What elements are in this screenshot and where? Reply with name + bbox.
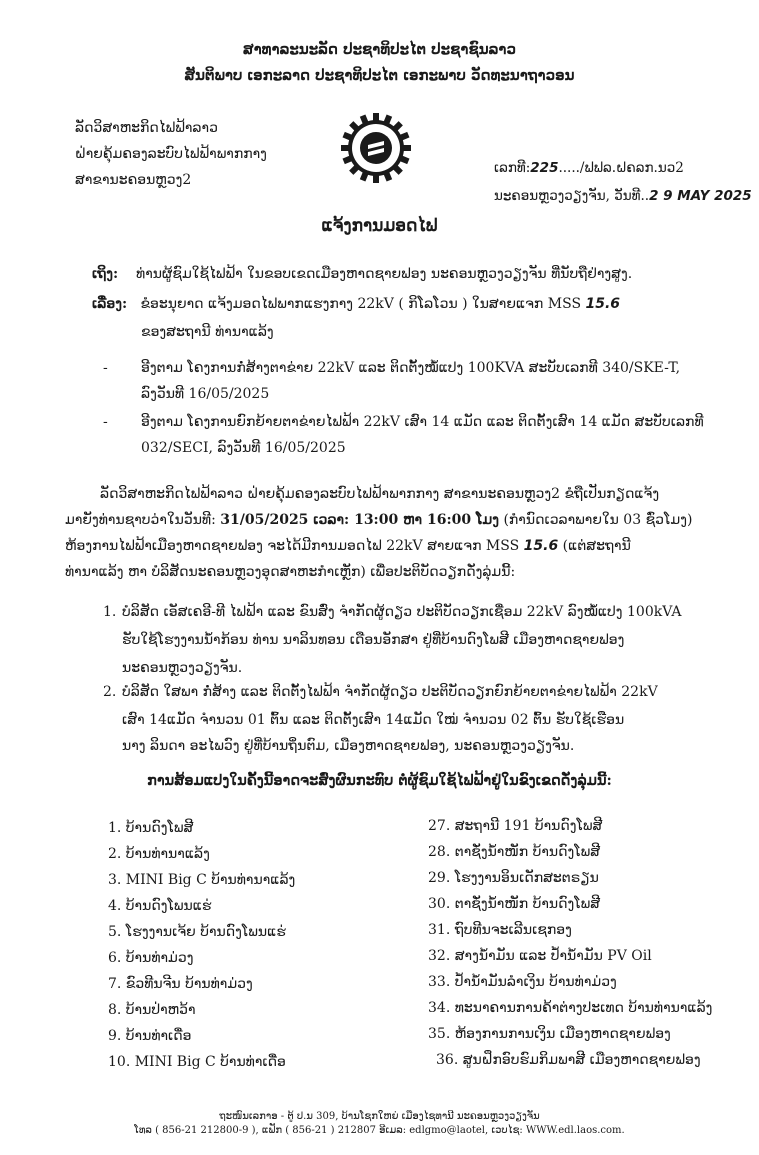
- reference-number: [494, 160, 684, 176]
- org-name: ລັດວິສາຫະກິດໄຟຟ້າລາວ: [75, 120, 218, 136]
- to-text: ທ່ານຜູ້ຊົມໃຊ້ໄຟຟ້າ ໃນຂອບເຂດເມືອງຫາດຊາຍຟອງ ນະຄອນຫຼວງວຽງຈັນ ທີ່ນັບຖືຢ່າງສູງ.: [136, 266, 633, 282]
- org-branch: ສາຂານະຄອນຫຼວງ2: [75, 172, 192, 188]
- area-list-item: 33. ປໍ້ານໍ້າມັນລໍາເງິນ ບ້ານທ່າມ່ວງ: [428, 974, 617, 990]
- work-2-line2: ເສົາ 14ແມັດ ຈໍານວນ 01 ຕົ້ນ ແລະ ຕິດຕັ້ງເສົາ 14ແມັດ ໃໝ່ ຈໍານວນ 02 ຕົ້ນ ຮັບໃຊ້ເຮືອນ: [122, 712, 625, 728]
- area-list-item: 35. ຫ້ອງການການເງິນ ເມືອງຫາດຊາຍຟອງ: [428, 1026, 671, 1042]
- area-list-item: 8. ບ້ານປ່າຫວ້າ: [108, 1002, 196, 1018]
- area-list-item: 32. ສາງນໍ້າມັນ ແລະ ປໍ້ານໍ້າມັນ PV Oil: [428, 948, 652, 964]
- header-line-1: ສາທາລະນະລັດ ປະຊາທິປະໄຕ ປະຊາຊົນລາວ: [243, 40, 516, 58]
- body-outage-time: 31/05/2025 ເວລາ: 13:00 ຫາ 16:00 ໂມງ: [220, 512, 499, 528]
- footer-line-1: ຖະໜົນເລກາອ - ຕູ້ ປ.ນ 309, ບ້ານໂຊກໃຫຍ່ ເມືອງໄຊທານີ ນະຄອນຫຼວງວຽງຈັນ: [219, 1111, 540, 1122]
- ref-bullet-2-dash: -: [103, 414, 108, 430]
- header-line-2: ສັນຕິພາບ ເອກະລາດ ປະຊາທິປະໄຕ ເອກະພາບ ວັດທະນາຖາວອນ: [184, 66, 575, 84]
- area-list-item: 29. ໂຮງງານອິນເດັກສະຕຣຽນ: [428, 870, 599, 886]
- body-duration: (ກໍານົດເວລາພາຍໃນ 03 ຊົ່ວໂມງ): [499, 512, 693, 528]
- edl-logo-icon: [340, 112, 412, 184]
- ref-bullet-1-line2: ລົງວັນທີ 16/05/2025: [141, 386, 270, 402]
- body-date-intro: ມາຍັງທ່ານຊາບວ່າໃນວັນທີ:: [65, 512, 221, 528]
- area-list-item: 1. ບ້ານດົງໂພສີ: [108, 820, 194, 836]
- body-line-2: [65, 508, 692, 533]
- subject-text: ຂໍອະນຸຍາດ ແຈ້ງມອດໄຟພາກແຮງກາງ 22kV ( ກິໂລໂວນ ) ໃນສາຍແຈກ MSS: [140, 296, 582, 312]
- body-line-3: [65, 534, 631, 559]
- work-1-line2: ຮັບໃຊ້ໂຮງງານນໍ້າກ້ອນ ທ່ານ ນາລິນທອນ ເດືອນອັກສາ ຢູ່ທີ່ບ້ານດົງໂພສີ ເມືອງຫາດຊາຍຟອງ: [122, 632, 625, 648]
- area-list-item: 27. ສະຖານີ 191 ບ້ານດົງໂພສີ: [428, 818, 603, 834]
- area-list-item: 5. ໂຮງງານເຈ້ຍ ບ້ານດົງໂພນແຮ່: [108, 924, 286, 940]
- area-list-item: 7. ຂົວທີນຈີນ ບ້ານທ່າມ່ວງ: [108, 976, 253, 992]
- area-list-item: 9. ບ້ານທ່າເດື່ອ: [108, 1028, 192, 1044]
- subject-line: [92, 292, 620, 317]
- to-line: [92, 262, 632, 287]
- ref-prefix: ເລກທີ:: [494, 160, 531, 176]
- org-division: ຝ່າຍຄຸ້ມຄອງລະບົບໄຟຟ້າພາກກາງ: [75, 146, 267, 162]
- area-list-item: 30. ຕາຊັ່ງນໍ້າໜັກ ບ້ານດົງໂພສີ: [428, 896, 601, 912]
- ref-suffix: ...../ຟຟລ.ຝຄລກ.ນວ2: [558, 160, 684, 176]
- body-from-station: (ແຕ່ສະຖານີ: [558, 538, 631, 554]
- area-list-item: 36. ສູນຝຶກອົບຮົມກິມພາສີ ເມືອງຫາດຊາຍຟອງ: [436, 1052, 701, 1068]
- notice-title: ແຈ້ງການມອດໄຟ: [321, 216, 438, 236]
- body-mss-number: 15.6: [523, 538, 559, 554]
- subject-mss-number: 15.6: [585, 296, 621, 312]
- place-label: ນະຄອນຫຼວງວຽງຈັນ, ວັນທີ..: [494, 188, 650, 204]
- work-2-number: 2.: [103, 684, 117, 700]
- ref-bullet-1-line1: ອີງຕາມ ໂຄງການກໍ່ສ້າງຕາຂ່າຍ 22kV ແລະ ຕິດຕັ້ງໝໍ້ແປງ 100KVA ສະບັບເລກທີ 340/SKE-T,: [141, 360, 681, 376]
- area-list-item: 31. ຖົບທີນຈະເລີນເຊກອງ: [428, 922, 572, 938]
- date-stamp: 2 9 MAY 2025: [649, 188, 752, 204]
- area-list-item: 10. MINI Big C ບ້ານທ່າເດື່ອ: [108, 1054, 286, 1070]
- area-list-item: 3. MINI Big C ບ້ານທ່ານາແລ້ງ: [108, 872, 296, 888]
- body-outage-feeder: ຫ້ອງການໄຟຟ້າເມືອງຫາດຊາຍຟອງ ຈະໄດ້ມີການມອດໄຟ 22kV ສາຍແຈກ MSS: [65, 538, 520, 554]
- subject-line-2: ຂອງສະຖານີ ທ່ານາແລ້ງ: [141, 324, 274, 340]
- body-line-1: ລັດວິສາຫະກິດໄຟຟ້າລາວ ຝ່າຍຄຸ້ມຄອງລະບົບໄຟຟ້າພາກກາງ ສາຂານະຄອນຫຼວງ2 ຂໍຖືເປັນກຽດແຈ້ງ: [100, 486, 660, 502]
- subject-label: ເລື່ອງ:: [92, 296, 128, 312]
- footer-address: [0, 1110, 759, 1138]
- place-date: [494, 188, 752, 204]
- area-list-item: 2. ບ້ານທ່ານາແລ້ງ: [108, 846, 210, 862]
- ref-bullet-2-line2: 032/SECI, ລົງວັນທີ 16/05/2025: [141, 440, 346, 456]
- ref-bullet-1-dash: -: [103, 360, 108, 376]
- work-1-line3: ນະຄອນຫຼວງວຽງຈັນ.: [122, 660, 243, 676]
- area-list-item: 4. ບ້ານດົງໂພນແຮ່: [108, 898, 212, 914]
- work-2-line1: ບໍລິສັດ ໃສພາ ກໍ່ສ້າງ ແລະ ຕິດຕັ້ງໄຟຟ້າ ຈໍາກັດຜູ້ດຽວ ປະຕິບັດວຽກຍົກຍ້າຍຕາຂ່າຍໄຟຟ້າ 22kV: [122, 684, 658, 700]
- area-list-item: 6. ບ້ານທ່າມ່ວງ: [108, 950, 194, 966]
- work-1-line1: ບໍລິສັດ ເອັສເຄອີ-ທີ ໄຟຟ້າ ແລະ ຂົນສົ່ງ ຈໍາກັດຜູ້ດຽວ ປະຕິບັດວຽກເຊື່ອມ 22kV ລົງໝໍ້ແປງ 100kVA: [122, 604, 682, 620]
- area-list-item: 28. ຕາຊັ່ງນໍ້າໜັກ ບ້ານດົງໂພສີ: [428, 844, 601, 860]
- affected-areas-heading: ການສ້ອມແປງໃນຄັ້ງນີ້ອາດຈະສົ່ງຜົນກະທົບ ຕໍ່ຜູ້ຊົມໃຊ້ໄຟຟ້າຢູ່ໃນຂົງເຂດດັ່ງລຸ່ມນີ້:: [147, 772, 612, 789]
- work-1-number: 1.: [103, 604, 117, 620]
- to-label: ເຖິງ:: [92, 266, 119, 282]
- area-list-item: 34. ທະນາຄານການຄ້າຕ່າງປະເທດ ບ້ານທ່ານາແລ້ງ: [428, 1000, 713, 1016]
- body-line-4: ທ່ານາແລ້ງ ຫາ ບໍລິສັດນະຄອນຫຼວງອຸດສາຫະກໍາເຫຼັກ) ເພື່ອປະຕິບັດວຽກດັ່ງລຸ່ມນີ້:: [65, 564, 516, 580]
- ref-number-handwritten: 225: [530, 160, 559, 176]
- ref-bullet-2-line1: ອີງຕາມ ໂຄງການຍົກຍ້າຍຕາຂ່າຍໄຟຟ້າ 22kV ເສົາ 14 ແມັດ ແລະ ຕິດຕັ້ງເສົາ 14 ແມັດ ສະບັບເລກທີ: [141, 414, 704, 430]
- footer-line-2: ໂທລ ( 856-21 212800-9 ), ແຟັກ ( 856-21 ) 212807 ອີເມລ: edlgmo@laotel, ເວບໄຊ: WWW.edl.laos.com.: [134, 1125, 625, 1136]
- work-2-line3: ນາງ ລິນດາ ອະໄພວົງ ຢູ່ທີ່ບ້ານຖິ່ນຕົມ, ເມືອງຫາດຊາຍຟອງ, ນະຄອນຫຼວງວຽງຈັນ.: [122, 738, 575, 754]
